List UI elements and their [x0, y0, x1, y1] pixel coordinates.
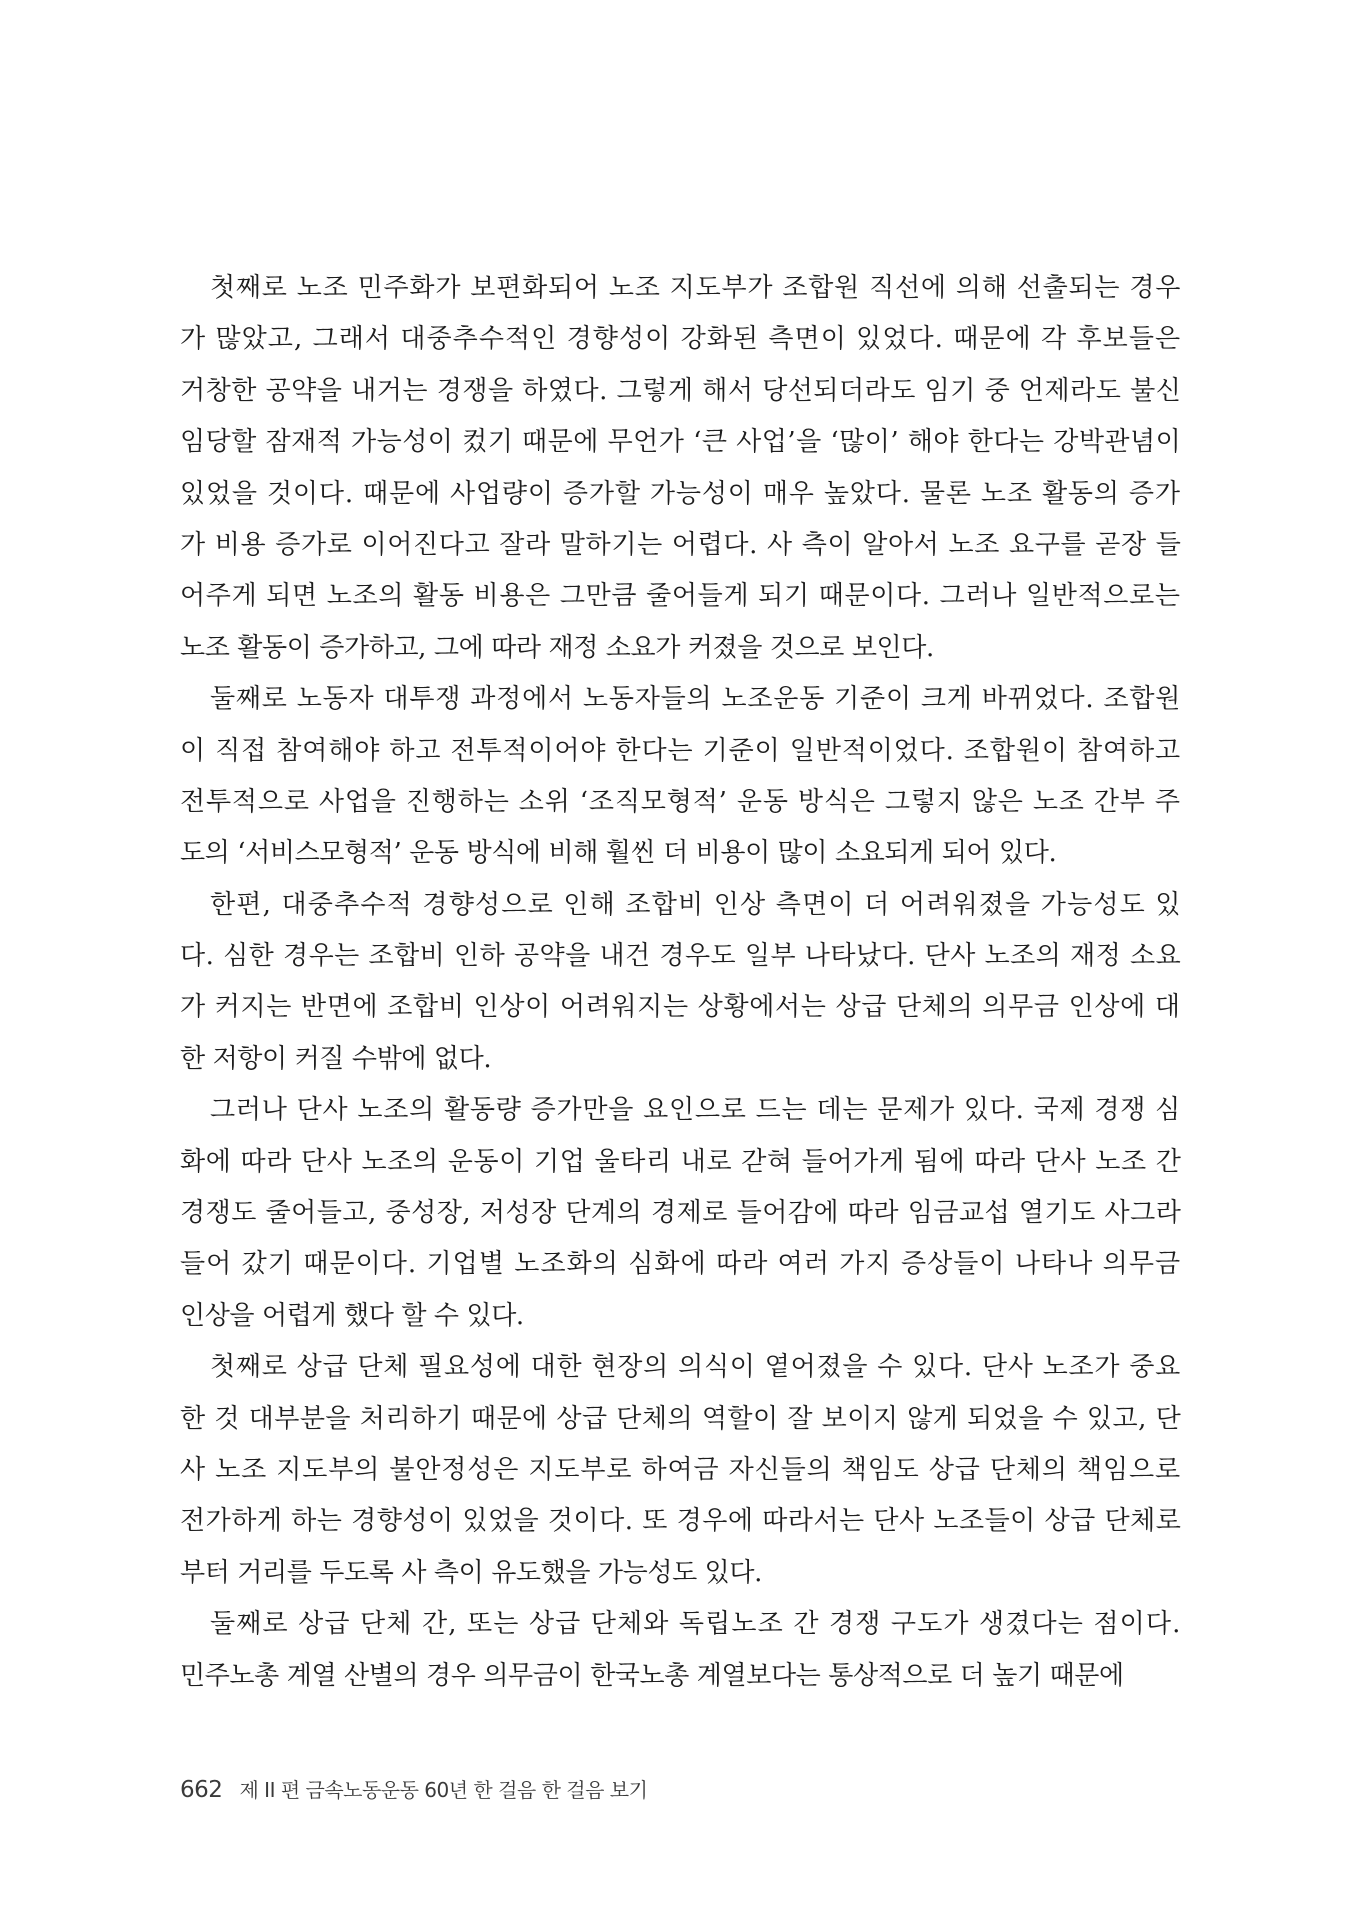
paragraph: [180, 674, 1180, 880]
text-line: 첫째로 노조 민주화가 보편화되어 노조 지도부가 조합원 직선에 의해 선출되는 경우: [210, 273, 1182, 303]
text-line: 한편, 대중추수적 경향성으로 인해 조합비 인상 측면이 더 어려워졌을 가능성도 있: [210, 889, 1182, 920]
paragraph: [180, 263, 1180, 674]
paragraph: [180, 1342, 1180, 1599]
paragraph: [180, 880, 1180, 1086]
text-line: 첫째로 상급 단체 필요성에 대한 현장의 의식이 옅어졌을 수 있다. 단사 노조가 중요: [210, 1352, 1182, 1383]
text-line: 그러나 단사 노조의 활동량 증가만을 요인으로 드는 데는 문제가 있다. 국제 경쟁 심: [210, 1095, 1182, 1126]
paragraph: [180, 1085, 1180, 1342]
running-title: 제 II 편 금속노동운동 60년 한 걸음 한 걸음 보기: [239, 1778, 648, 1802]
text-line: 노조 활동이 증가하고, 그에 따라 재정 소요가 커졌을 것으로 보인다.: [180, 632, 934, 663]
text-line: 도의 ‘서비스모형적’ 운동 방식에 비해 훨씬 더 비용이 많이 소요되게 되어 있다.: [180, 838, 1057, 869]
text-line: 전가하게 하는 경향성이 있었을 것이다. 또 경우에 따라서는 단사 노조들이 상급 단체로: [180, 1506, 1182, 1537]
text-line: 어주게 되면 노조의 활동 비용은 그만큼 줄어들게 되기 때문이다. 그러나 일반적으로는: [180, 581, 1181, 612]
text-line: 다. 심한 경우는 조합비 인하 공약을 내건 경우도 일부 나타났다. 단사 노조의 재정 소요: [180, 941, 1182, 972]
text-line: 이 직접 참여해야 하고 전투적이어야 한다는 기준이 일반적이었다. 조합원이 참여하고: [180, 735, 1181, 766]
text-line: 인상을 어렵게 했다 할 수 있다.: [180, 1300, 524, 1331]
text-line: 가 많았고, 그래서 대중추수적인 경향성이 강화된 측면이 있었다. 때문에 각 후보들은: [180, 324, 1182, 355]
text-line: 전투적으로 사업을 진행하는 소위 ‘조직모형적’ 운동 방식은 그렇지 않은 노조 간부 주: [180, 786, 1181, 817]
body-text: [180, 263, 1180, 1702]
text-line: 한 것 대부분을 처리하기 때문에 상급 단체의 역할이 잘 보이지 않게 되었을 수 있고, 단: [180, 1403, 1182, 1434]
text-line: 둘째로 상급 단체 간, 또는 상급 단체와 독립노조 간 경쟁 구도가 생겼다는 점이다.: [210, 1609, 1182, 1640]
text-line: 가 비용 증가로 이어진다고 잘라 말하기는 어렵다. 사 측이 알아서 노조 요구를 곧장 들: [180, 529, 1182, 560]
text-line: 한 저항이 커질 수밖에 없다.: [180, 1043, 492, 1074]
page-number: 662: [180, 1777, 223, 1803]
text-line: 임당할 잠재적 가능성이 컸기 때문에 무언가 ‘큰 사업’을 ‘많이’ 해야 한다는 강박관념이: [180, 427, 1182, 458]
text-line: 있었을 것이다. 때문에 사업량이 증가할 가능성이 매우 높았다. 물론 노조 활동의 증가: [180, 478, 1181, 509]
text-line: 경쟁도 줄어들고, 중성장, 저성장 단계의 경제로 들어감에 따라 임금교섭 열기도 사그라: [180, 1198, 1182, 1229]
page-footer: [180, 1770, 647, 1810]
text-line: 들어 갔기 때문이다. 기업별 노조화의 심화에 따라 여러 가지 증상들이 나타나 의무금: [180, 1249, 1182, 1280]
text-line: 사 노조 지도부의 불안정성은 지도부로 하여금 자신들의 책임도 상급 단체의 책임으로: [180, 1454, 1181, 1485]
text-line: 화에 따라 단사 노조의 운동이 기업 울타리 내로 갇혀 들어가게 됨에 따라 단사 노조 간: [180, 1146, 1182, 1177]
text-line: 거창한 공약을 내거는 경쟁을 하였다. 그렇게 해서 당선되더라도 임기 중 언제라도 불신: [180, 375, 1182, 406]
text-line: 가 커지는 반면에 조합비 인상이 어려워지는 상황에서는 상급 단체의 의무금 인상에 대: [180, 992, 1181, 1023]
text-line: 부터 거리를 두도록 사 측이 유도했을 가능성도 있다.: [180, 1557, 762, 1588]
text-line: 둘째로 노동자 대투쟁 과정에서 노동자들의 노조운동 기준이 크게 바뀌었다. 조합원: [210, 684, 1182, 715]
text-line: 민주노총 계열 산별의 경우 의무금이 한국노총 계열보다는 통상적으로 더 높기 때문에: [180, 1660, 1124, 1691]
paragraph: [180, 1599, 1180, 1702]
